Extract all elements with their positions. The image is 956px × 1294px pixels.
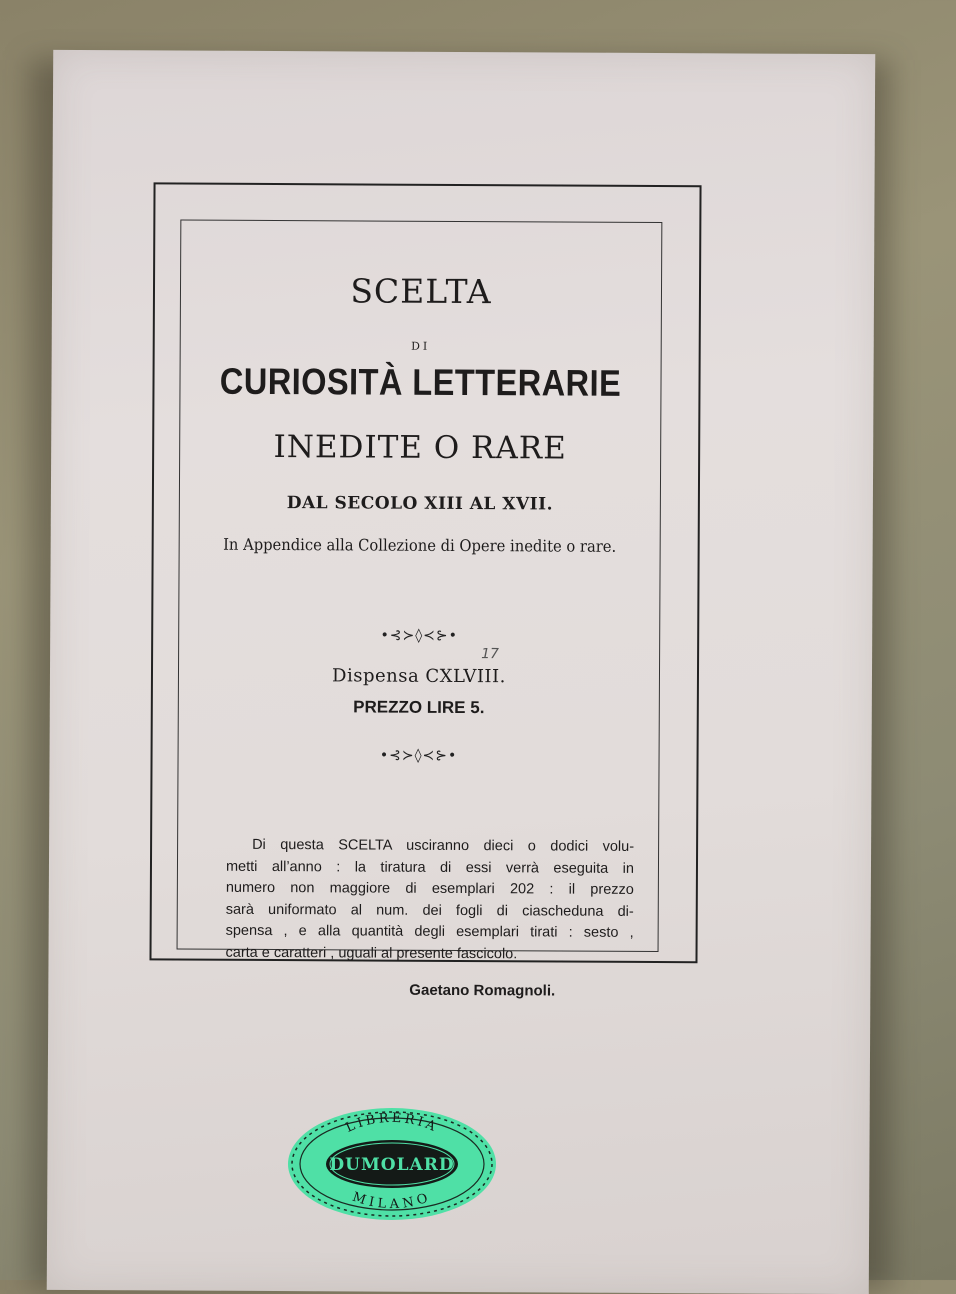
stamp-text-center: DUMOLARD [329, 1155, 455, 1175]
publisher-signature: Gaetano Romagnoli. [409, 981, 556, 1000]
stamp-text-top: LIBRERIA [343, 1110, 441, 1136]
notice-line: metti all’anno : la tiratura di essi verrà eseguita in [225, 858, 635, 877]
dispensa-number: Dispensa CXLVIII. [332, 665, 506, 688]
pencil-annotation: 17 [481, 646, 499, 663]
ornament-divider-top: •⊰≻◊≺⊱• [380, 627, 458, 644]
title-curiosita-letterarie: CURIOSITÀ LETTERARIE [219, 360, 622, 404]
publisher-notice [225, 835, 634, 966]
outer-border-frame [149, 182, 701, 1000]
notice-line: Di questa SCELTA usciranno dieci o dodici volu- [252, 836, 635, 855]
notice-line: spensa , e alla quantità degli esemplari tirati : sesto , [225, 922, 634, 941]
ornament-divider-bottom: •⊰≻◊≺⊱• [379, 747, 458, 764]
appendix-line: In Appendice alla Collezione di Opere inedite o rare. [223, 534, 617, 556]
notice-line: carta e caratteri , uguali al presente fascicolo. [225, 944, 518, 962]
period-line: DAL SECOLO XIII AL XVII. [286, 493, 554, 515]
price-line: PREZZO LIRE 5. [353, 697, 485, 718]
notice-line: sarà uniformato al num. dei fogli di ciascheduna di- [225, 901, 634, 920]
title-scelta: SCELTA [350, 271, 492, 312]
inner-border-frame [177, 220, 663, 1000]
stamp-text-bottom: MILANO [350, 1189, 434, 1213]
title-di: DI [411, 339, 431, 353]
bookseller-label-stamp [282, 1104, 502, 1224]
notice-line: numero non maggiore di esemplari 202 : il prezzo [225, 879, 634, 898]
title-inedite-o-rare: INEDITE O RARE [273, 429, 567, 467]
